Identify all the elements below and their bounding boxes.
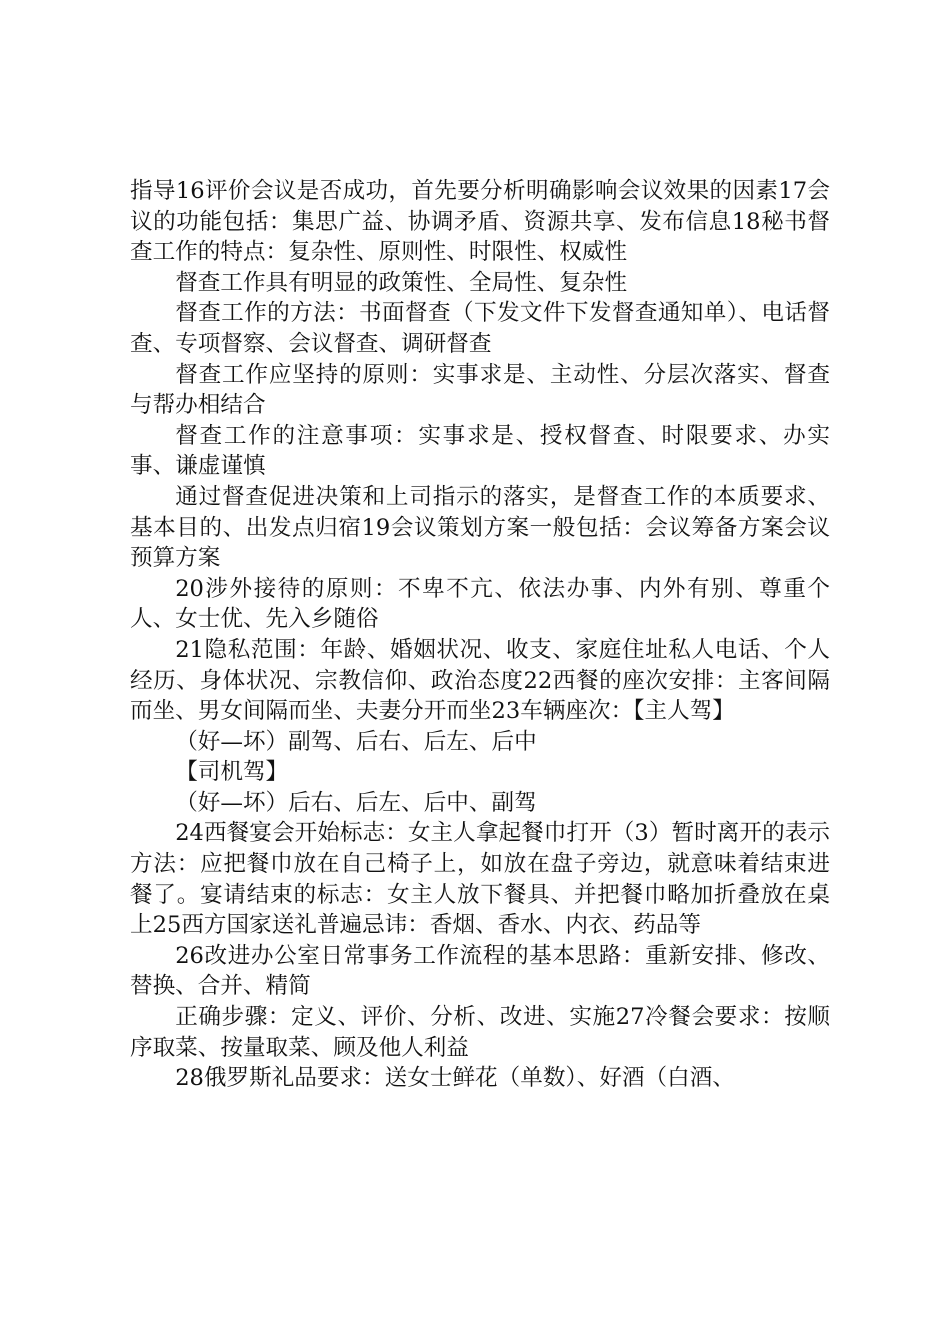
paragraph: 督查工作具有明显的政策性、全局性、复杂性 [175,269,628,296]
paragraph: 指导16评价会议是否成功，首先要分析明确影响会议效果的因素17会议的功能包括：集思广益、协调矛盾、资源共享、发布信息18秘书督查工作的特点：复杂性、原则性、时限性、权威性 [130,178,830,266]
paragraph: （好—坏）副驾、后右、后左、后中 [175,728,537,755]
paragraph: 20涉外接待的原则：不卑不亢、依法办事、内外有别、尊重个人、女士优、先入乡随俗 [130,575,830,633]
paragraph: 21隐私范围：年龄、婚姻状况、收支、家庭住址私人电话、个人经历、身体状况、宗教信仰、政治态度22西餐的座次安排：主客间隔而坐、男女间隔而坐、夫妻分开而坐23车辆座次：【主人驾】 [130,636,830,725]
paragraph: 督查工作应坚持的原则：实事求是、主动性、分层次落实、督查与帮办相结合 [130,361,830,419]
paragraph: 正确步骤：定义、评价、分析、改进、实施27冷餐会要求：按顺序取菜、按量取菜、顾及他人利益 [130,1004,830,1061]
paragraph: 28俄罗斯礼品要求：送女士鲜花（单数）、好酒（白酒、 [175,1065,735,1092]
paragraph: 26改进办公室日常事务工作流程的基本思路：重新安排、修改、替换、合并、精简 [130,942,830,1000]
paragraph: 督查工作的注意事项：实事求是、授权督查、时限要求、办实事、谦虚谨慎 [130,422,830,480]
document-body [130,176,830,1094]
paragraph: 督查工作的方法：书面督查（下发文件下发督查通知单）、电话督查、专项督察、会议督查、调研督查 [130,300,830,357]
paragraph: 通过督查促进决策和上司指示的落实，是督查工作的本质要求、基本目的、出发点归宿19会议策划方案一般包括：会议筹备方案会议预算方案 [130,483,830,572]
paragraph: （好—坏）后右、后左、后中、副驾 [175,789,537,816]
paragraph: 【司机驾】 [175,759,289,786]
paragraph: 24西餐宴会开始标志：女主人拿起餐巾打开（3）暂时离开的表示方法：应把餐巾放在自己椅子上，如放在盘子旁边，就意味着结束进餐了。宴请结束的标志：女主人放下餐具、并把餐巾略加折叠放在桌上25西方国家送礼普遍忌讳：香烟、香水、内衣、药品等 [130,820,830,939]
